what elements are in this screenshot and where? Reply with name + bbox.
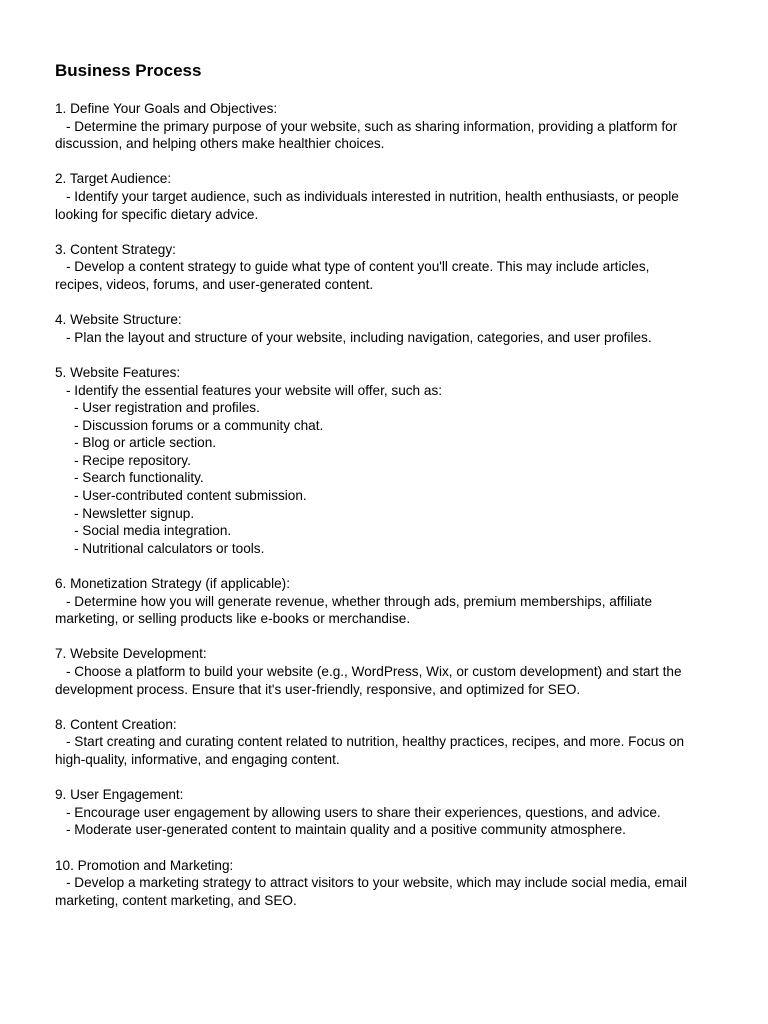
feature-list-item: - Social media integration. [74,523,232,539]
document-title: Business Process [55,61,202,80]
section-paragraph: - Develop a content strategy to guide what type of content you'll create. This may include articles, recipes, videos, forums, and user-generated content. [55,259,650,292]
section-1 [55,100,695,153]
section-9 [55,786,695,839]
feature-list-item: - User registration and profiles. [74,400,260,416]
section-heading: 8. Content Creation: [55,716,177,732]
section-paragraph: - Develop a marketing strategy to attract visitors to your website, which may include social media, email marketing, content marketing, and SEO. [55,875,688,908]
section-paragraph: - Encourage user engagement by allowing users to share their experiences, questions, and advice. [66,804,661,820]
section-5 [55,364,695,558]
section-10 [55,857,695,910]
section-3 [55,241,695,294]
section-paragraph: - Identify the essential features your website will offer, such as: [66,382,443,398]
section-heading: 4. Website Structure: [55,312,182,328]
feature-list-item: - User-contributed content submission. [74,488,307,504]
section-heading: 6. Monetization Strategy (if applicable): [55,576,290,592]
section-paragraph: - Start creating and curating content related to nutrition, healthy practices, recipes, and more. Focus on high-quality, informative, and engaging content. [55,734,685,767]
section-4 [55,311,695,346]
feature-list-item: - Blog or article section. [74,435,217,451]
section-7 [55,645,695,698]
feature-list-item: - Nutritional calculators or tools. [74,540,265,556]
section-heading: 2. Target Audience: [55,171,172,187]
section-paragraph: - Determine how you will generate revenue, whether through ads, premium memberships, affiliate marketing, or selling products like e-books or merchandise. [55,593,653,627]
section-8 [55,716,695,769]
section-paragraph: - Moderate user-generated content to maintain quality and a positive community atmosphere. [66,822,626,838]
section-heading: 7. Website Development: [55,646,207,662]
section-2 [55,170,695,223]
section-6 [55,575,695,628]
feature-list-item: - Discussion forums or a community chat. [74,417,324,433]
section-list [55,100,695,909]
section-paragraph: - Determine the primary purpose of your website, such as sharing information, providing a platform for discussion, and helping others make healthier choices. [55,118,678,152]
section-heading: 3. Content Strategy: [55,241,176,257]
section-heading: 10. Promotion and Marketing: [55,857,234,873]
section-heading: 5. Website Features: [55,364,181,380]
feature-list-item: - Recipe repository. [74,452,191,468]
feature-list-item: - Newsletter signup. [74,505,195,521]
document-page [55,60,695,927]
feature-list-item: - Search functionality. [74,470,204,486]
section-paragraph: - Plan the layout and structure of your website, including navigation, categories, and user profiles. [66,329,652,345]
section-paragraph: - Choose a platform to build your website (e.g., WordPress, Wix, or custom development) and start the development process. Ensure that it's user-friendly, responsive, and optimized for SEO. [55,664,682,697]
section-heading: 9. User Engagement: [55,787,184,803]
section-heading: 1. Define Your Goals and Objectives: [55,101,278,116]
section-paragraph: - Identify your target audience, such as individuals interested in nutrition, health enthusiasts, or people looking for specific dietary advice. [55,188,679,222]
